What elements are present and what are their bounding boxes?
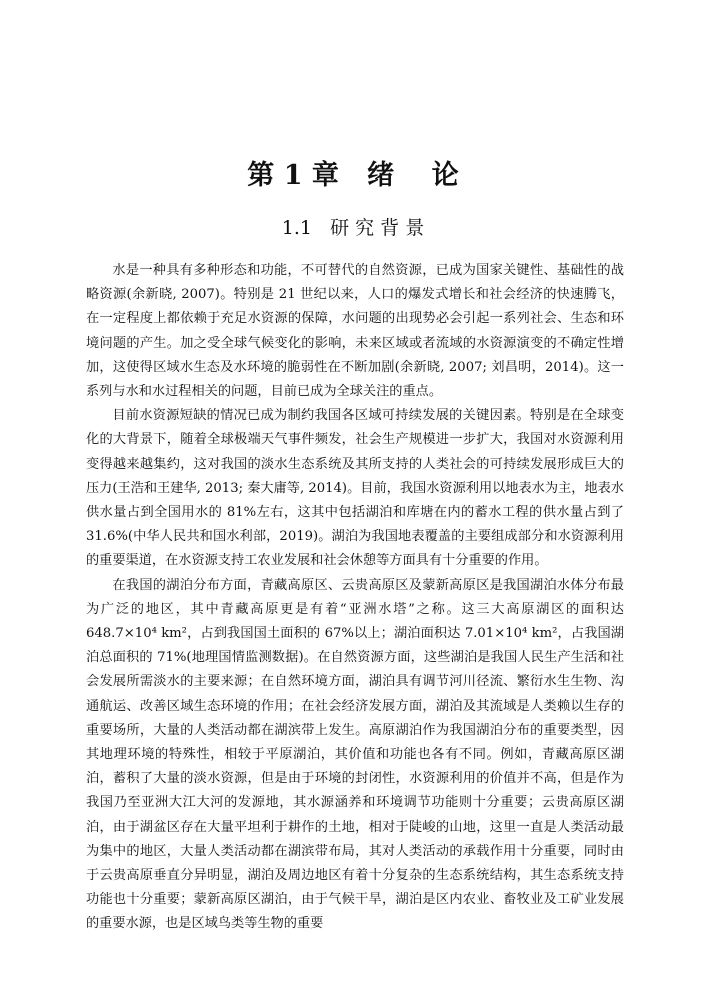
section-title: 1.1 研 究 背 景 [281, 217, 425, 239]
paragraph: 在我国的湖泊分布方面，青藏高原区、云贵高原区及蒙新高原区是我国湖泊水体分布最为广泛的地区，其中青藏高原更是有着“亚洲水塔”之称。这三大高原湖区的面积达 648.7×10⁴ km²，占到我国国土面积的 67%以上；湖泊面积达 7.01×10⁴ km²，占我国湖泊总面积的 71%(地理国情监测数据)。在自然资源方面，这些湖泊是我国人民生产生活和社会发展所需淡水的主要来源；在自然环境方面，湖泊具有调节河川径流、繁衍水生生物、沟通航运、改善区域生态环境的作用；在社会经济发展方面，湖泊及其流域是人类赖以生存的重要场所，大量的人类活动都在湖滨带上发生。高原湖泊作为我国湖泊分布的重要类型，因其地理环境的特殊性，相较于平原湖泊，其价值和功能也各有不同。例如，青藏高原区湖泊，蓄积了大量的淡水资源，但是由于环境的封闭性，水资源利用的价值并不高，但是作为我国乃至亚洲大江大河的发源地，其水源涵养和环境调节功能则十分重要；云贵高原区湖泊，由于湖盆区存在大量平坦利于耕作的土地，相对于陡峻的山地，这里一直是人类活动最为集中的地区，大量人类活动都在湖滨带布局，其对人类活动的承载作用十分重要，同时由于云贵高原垂直分异明显，湖泊及周边地区有着十分复杂的生态系统结构，其生态系统支持功能也十分重要；蒙新高原区湖泊，由于气候干旱，湖泊是区内农业、畜牧业及工矿业发展的重要水源，也是区域鸟类等生物的重要 [86, 577, 624, 932]
paragraph: 水是一种具有多种形态和功能，不可替代的自然资源，已成为国家关键性、基础性的战略资源(余新晓, 2007)。特别是 21 世纪以来，人口的爆发式增长和社会经济的快速腾飞，在一定程度上都依赖于充足水资源的保障，水问题的出现势必会引起一系列社会、生态和环境问题的产生。加之受全球气候变化的影响，未来区域或者流域的水资源演变的不确定性增加，这使得区域水生态及水环境的脆弱性在不断加剧(余新晓, 2007; 刘昌明，2014)。这一系列与水和水过程相关的问题，目前已成为全球关注的重点。 [86, 263, 624, 400]
body-text [86, 259, 624, 937]
paragraph: 目前水资源短缺的情况已成为制约我国各区域可持续发展的关键因素。特别是在全球变化的大背景下，随着全球极端天气事件频发，社会生产规模进一步扩大，我国对水资源利用变得越来越集约，这对我国的淡水生态系统及其所支持的人类社会的可持续发展形成巨大的压力(王浩和王建华, 2013; 秦大庸等, 2014)。目前，我国水资源利用以地表水为主，地表水供水量占到全国用水的 81%左右，这其中包括湖泊和库塘在内的蓄水工程的供水量占到了 31.6%(中华人民共和国水利部，2019)。湖泊为我国地表覆盖的主要组成部分和水资源利用的重要渠道，在水资源支持工农业发展和社会休憩等方面具有十分重要的作用。 [86, 408, 624, 569]
chapter-title: 第 1 章 绪 论 [247, 160, 459, 191]
